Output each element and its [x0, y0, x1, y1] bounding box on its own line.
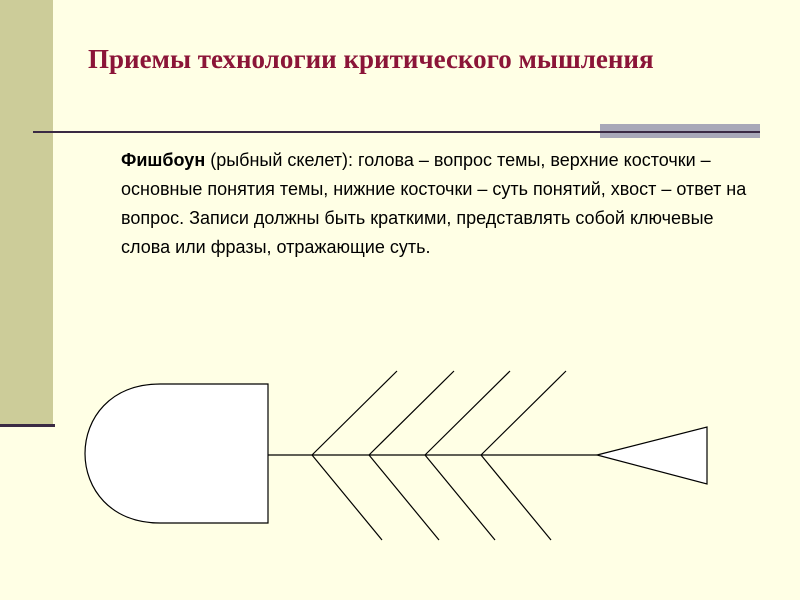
lower-bone-1 [312, 455, 382, 540]
upper-bone-3 [425, 371, 510, 455]
term-label: Фишбоун [121, 150, 206, 170]
upper-bones [312, 371, 566, 455]
lower-bone-2 [369, 455, 439, 540]
lower-bone-3 [425, 455, 495, 540]
term-description: (рыбный скелет): голова – вопрос темы, верхние косточки – основные понятия темы, нижние косточки – суть понятий, хвост – ответ на вопрос. Записи должны быть краткими, представлять собой ключевые слова или фразы, отражающие суть. [121, 150, 747, 257]
fish-tail [597, 427, 707, 484]
lower-bones [312, 455, 551, 540]
upper-bone-1 [312, 371, 397, 455]
upper-bone-4 [481, 371, 566, 455]
upper-bone-2 [369, 371, 454, 455]
lower-bone-4 [481, 455, 551, 540]
fish-head [85, 384, 268, 523]
slide-title: Приемы технологии критического мышления [88, 44, 654, 74]
